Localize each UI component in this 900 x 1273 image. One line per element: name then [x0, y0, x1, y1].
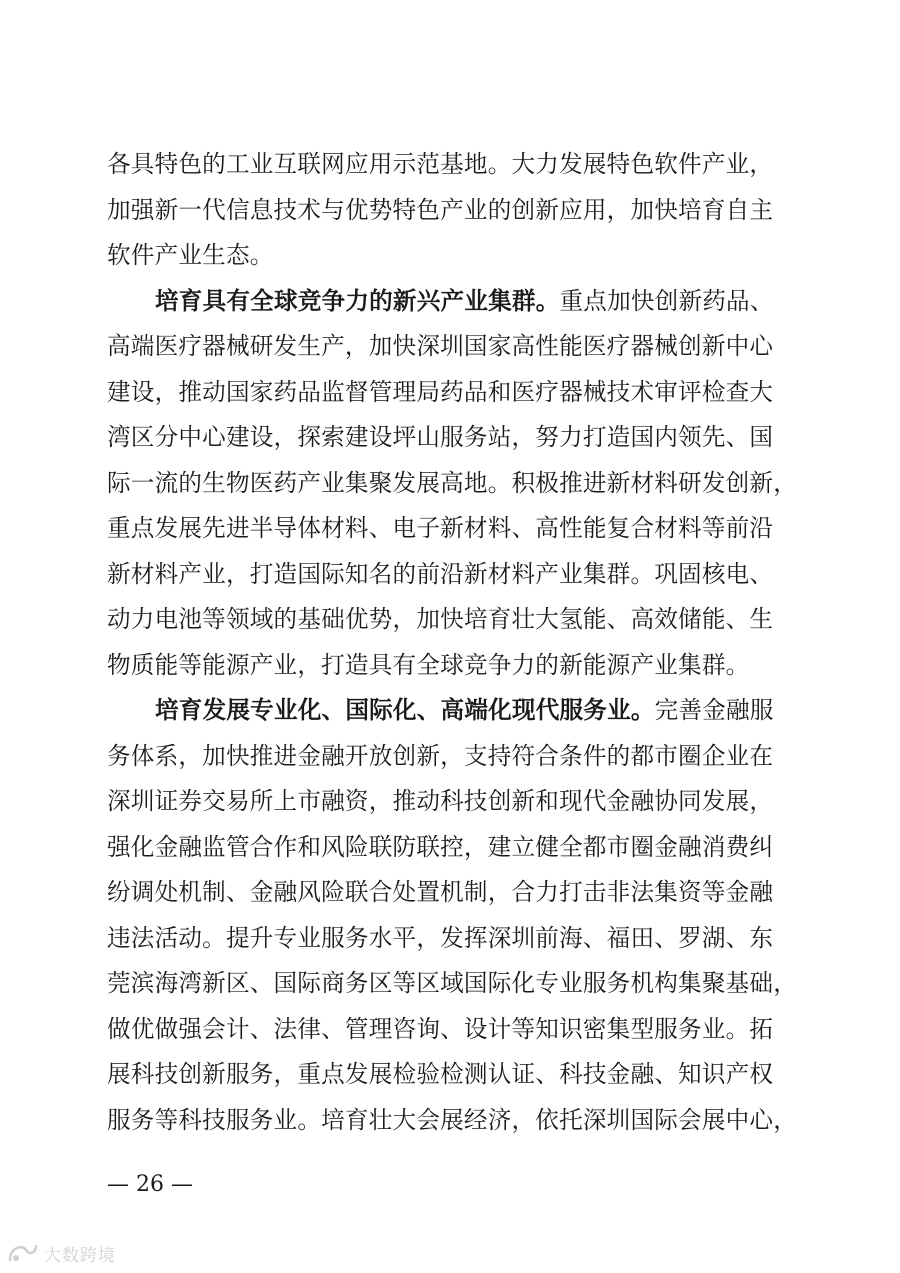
- text-segment: 莞滨海湾新区、国际商务区等区域国际化专业服务机构集聚基础，: [107, 969, 797, 997]
- text-segment: 做优做强会计、法律、管理咨询、设计等知识密集型服务业。拓: [107, 1014, 774, 1043]
- text-line: [107, 825, 797, 871]
- text-line: [107, 870, 797, 916]
- text-line: [107, 415, 797, 461]
- text-line: [107, 961, 797, 1007]
- text-line: [107, 142, 797, 188]
- text-segment: 重点加快创新药品、: [559, 286, 774, 315]
- text-line: [107, 324, 797, 370]
- text-segment: 违法活动。提升专业服务水平，发挥深圳前海、福田、罗湖、东: [107, 923, 774, 952]
- text-line: [107, 779, 797, 825]
- body-text: [107, 142, 797, 1143]
- text-line: [107, 233, 797, 279]
- text-line: [107, 1007, 797, 1053]
- text-segment: 湾区分中心建设，探索建设坪山服务站，努力打造国内领先、国: [107, 423, 774, 451]
- text-line: [107, 370, 797, 416]
- watermark: [6, 1239, 116, 1267]
- text-line: [107, 279, 797, 325]
- text-segment: 软件产业生态。: [107, 241, 274, 269]
- watermark-logo-icon: [6, 1240, 40, 1266]
- text-segment: 动力电池等领域的基础优势，加快培育壮大氢能、高效储能、生: [107, 605, 774, 633]
- section-heading: 培育发展专业化、国际化、高端化现代服务业。: [155, 696, 655, 724]
- text-line: [107, 1052, 797, 1098]
- section-heading: 培育具有全球竞争力的新兴产业集群。: [155, 286, 560, 315]
- watermark-text: 大数跨境: [44, 1245, 116, 1266]
- text-line: [107, 734, 797, 780]
- text-segment: 建设，推动国家药品监督管理局药品和医疗器械技术审评检查大: [107, 377, 774, 406]
- text-line: [107, 552, 797, 598]
- text-line: [107, 188, 797, 234]
- text-line: [107, 916, 797, 962]
- text-segment: 新材料产业，打造国际知名的前沿新材料产业集群。巩固核电、: [107, 559, 774, 588]
- page-number: — 26 —: [107, 1172, 193, 1197]
- text-segment: 完善金融服: [654, 696, 774, 724]
- text-segment: 深圳证券交易所上市融资，推动科技创新和现代金融协同发展，: [107, 787, 774, 815]
- text-line: [107, 506, 797, 552]
- text-segment: 展科技创新服务，重点发展检验检测认证、科技金融、知识产权: [107, 1060, 774, 1088]
- text-segment: 际一流的生物医药产业集聚发展高地。积极推进新材料研发创新，: [107, 468, 797, 497]
- text-segment: 各具特色的工业互联网应用示范基地。大力发展特色软件产业，: [107, 150, 774, 178]
- text-segment: 纷调处机制、金融风险联合处置机制，合力打击非法集资等金融: [107, 878, 774, 906]
- text-line: [107, 1098, 797, 1144]
- text-line: [107, 643, 797, 689]
- text-line: [107, 688, 797, 734]
- text-segment: 加强新一代信息技术与优势特色产业的创新应用，加快培育自主: [107, 195, 774, 224]
- text-line: [107, 597, 797, 643]
- text-segment: 重点发展先进半导体材料、电子新材料、高性能复合材料等前沿: [107, 514, 774, 542]
- text-segment: 物质能等能源产业，打造具有全球竞争力的新能源产业集群。: [107, 650, 750, 679]
- text-segment: 务体系，加快推进金融开放创新，支持符合条件的都市圈企业在: [107, 741, 774, 770]
- text-segment: 服务等科技服务业。培育壮大会展经济，依托深圳国际会展中心，: [107, 1105, 797, 1134]
- text-line: [107, 461, 797, 507]
- text-segment: 高端医疗器械研发生产，加快深圳国家高性能医疗器械创新中心: [107, 332, 774, 360]
- text-segment: 强化金融监管合作和风险联防联控，建立健全都市圈金融消费纠: [107, 832, 774, 861]
